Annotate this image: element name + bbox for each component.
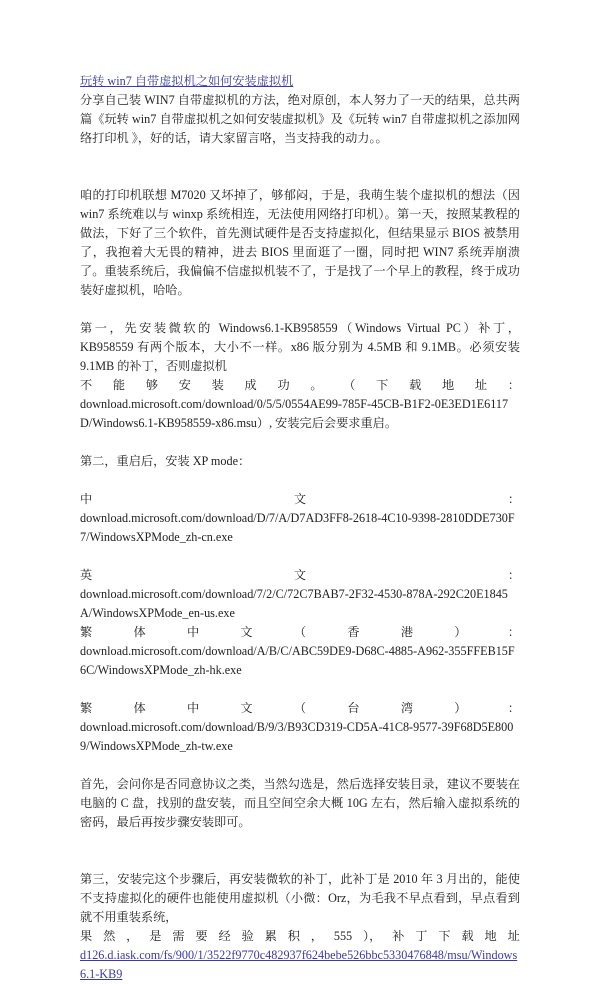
label-char: 文 — [240, 701, 253, 715]
spread-char: 安 — [178, 378, 191, 392]
label-char: 文 — [293, 492, 307, 506]
label-char: ： — [507, 625, 520, 639]
intro-paragraph: 分享自己装 WIN7 自带虚拟机的方法，绝对原创，本人努力了一天的结果，总共两篇《玩转 win7 自带虚拟机之如何安装虚拟机》及《玩转 win7 自带虚拟机之添加网络打印机 》，好的话，请大家留言咯，当支持我的动力。。 — [80, 93, 520, 145]
spread-char: （ — [343, 378, 356, 392]
label-char: 文 — [293, 568, 307, 582]
label-char: 体 — [133, 701, 146, 715]
spread-char: 需 — [172, 929, 185, 943]
download-label — [80, 566, 520, 585]
install-notes: 首先，会问你是否同意协议之类，当然勾选是，然后选择安装目录，建议不要装在电脑的 C 盘，找别的盘安装，而且空间空余大概 10G 左右，然后输入虚拟系统的密码，最后再按步骤安装即可。 — [80, 777, 520, 829]
document-page — [80, 72, 520, 984]
download-entry — [80, 490, 520, 566]
label-char: 繁 — [80, 701, 93, 715]
spread-char: ）， — [363, 929, 382, 943]
spread-char: ， — [310, 929, 323, 943]
title-link[interactable]: 玩转 win7 自带虚拟机之如何安装虚拟机 — [80, 74, 294, 88]
download-label — [80, 490, 520, 509]
label-char: 繁 — [80, 625, 93, 639]
label-char: ） — [454, 701, 467, 715]
story-paragraph: 咱的打印机联想 M7020 又坏掉了，够郁闷，于是，我萌生装个虚拟机的想法（因 win7 系统难以与 winxp 系统相连，无法使用网络打印机）。第一天，按照某教程的做法，下好了三个软件，首先测试硬件是否支持虚拟化，但结果显示 BIOS 被禁用了，我抱着大无畏的精神，进去 BIOS 里面逛了一圈，同时把 WIN7 系统弄崩溃了。重装系统后，我偏偏不信虚拟机装不了，于是找了一个早上的教程，终于成功装好虚拟机，哈哈。 — [80, 188, 520, 297]
spread-char: 址 — [474, 378, 488, 392]
label-char: 中 — [186, 625, 200, 639]
patch-download-link[interactable]: d126.d.iask.com/fs/900/1/3522f9770c482937f624bebe526bbc5330476848/msu/Windows6.1-KB9 — [80, 948, 518, 981]
label-char: 香 — [347, 625, 360, 639]
spread-char: 经 — [218, 929, 231, 943]
step1-url: download.microsoft.com/download/0/5/5/0554AE99-785F-45CB-B1F2-0E3ED1E6117D/Windows6.1-KB958559-x86.msu）, 安装完后会要求重启。 — [80, 397, 509, 430]
download-label — [80, 623, 520, 642]
download-entry — [80, 566, 520, 623]
spread-char: 能 — [112, 378, 126, 392]
download-entry — [80, 623, 520, 699]
label-char: 中 — [80, 492, 93, 506]
spread-char: 地 — [441, 378, 455, 392]
label-char: ： — [507, 701, 520, 715]
spread-char: 载 — [409, 378, 422, 392]
spread-char: 补 — [392, 929, 405, 943]
step1-spread-line — [80, 376, 520, 395]
spread-char: 下 — [376, 378, 389, 392]
step3-spread-line — [80, 927, 520, 946]
download-list — [80, 490, 520, 756]
spread-char: 够 — [145, 378, 158, 392]
spread-char: 然 — [103, 929, 116, 943]
spread-char: 验 — [241, 929, 254, 943]
download-url: download.microsoft.com/download/D/7/A/D7AD3FF8-2618-4C10-9398-2810DDE730F7/WindowsXPMode_zh-cn.exe — [80, 511, 515, 544]
download-url: download.microsoft.com/download/7/2/C/72C7BAB7-2F32-4530-878A-292C20E1845A/WindowsXPMode_en-us.exe — [80, 587, 508, 620]
step1-paragraph: 第一，先安装微软的 Windows6.1-KB958559（Windows Virtual PC）补丁，KB958559 有两个版本，大小不一样。x86 版分别为 4.5MB 和 9.1MB。必须安装 9.1MB 的补丁，否则虚拟机 — [80, 321, 520, 373]
step2-paragraph: 第二，重启后，安装 XP mode： — [80, 454, 251, 468]
download-entry — [80, 699, 520, 756]
label-char: 湾 — [400, 701, 413, 715]
spread-char: 果 — [80, 929, 93, 943]
download-url: download.microsoft.com/download/B/9/3/B93CD319-CD5A-41C8-9577-39F68D5E8009/WindowsXPMode_zh-tw.exe — [80, 720, 514, 753]
step3-paragraph: 第三，安装完这个步骤后，再安装微软的补丁，此补丁是 2010 年 3 月出的，能使不支持虚拟化的硬件也能使用虚拟机（小微：Orz，为毛我不早点看到，早点看到就不用重装系统， — [80, 872, 520, 924]
spread-char: 载 — [461, 929, 474, 943]
spread-char: 是 — [149, 929, 162, 943]
label-char: ） — [454, 625, 467, 639]
label-char: 英 — [80, 568, 93, 582]
spread-char: 装 — [211, 378, 224, 392]
label-char: 中 — [186, 701, 200, 715]
label-char: 台 — [347, 701, 360, 715]
spread-char: 址 — [507, 929, 520, 943]
spread-char: ， — [126, 929, 139, 943]
label-char: ： — [507, 492, 520, 506]
label-char: ： — [507, 568, 520, 582]
download-url: download.microsoft.com/download/A/B/C/ABC59DE9-D68C-4885-A962-355FFEB15F6C/WindowsXPMode_zh-hk.exe — [80, 644, 515, 677]
spread-char: 下 — [438, 929, 451, 943]
label-char: （ — [293, 625, 307, 639]
label-char: 体 — [133, 625, 146, 639]
label-char: （ — [293, 701, 307, 715]
spread-char: 累 — [264, 929, 277, 943]
spread-char: 不 — [80, 378, 93, 392]
spread-char: 成 — [244, 378, 257, 392]
label-char: 港 — [400, 625, 413, 639]
download-label — [80, 699, 520, 718]
spread-char: 。 — [310, 378, 323, 392]
spread-char: 丁 — [415, 929, 428, 943]
spread-char: 555 — [333, 929, 353, 943]
spread-char: 地 — [484, 929, 497, 943]
spread-char: 功 — [277, 378, 290, 392]
spread-char: 积 — [287, 929, 300, 943]
label-char: 文 — [240, 625, 253, 639]
spread-char: ： — [507, 378, 520, 392]
spread-char: 要 — [195, 929, 208, 943]
